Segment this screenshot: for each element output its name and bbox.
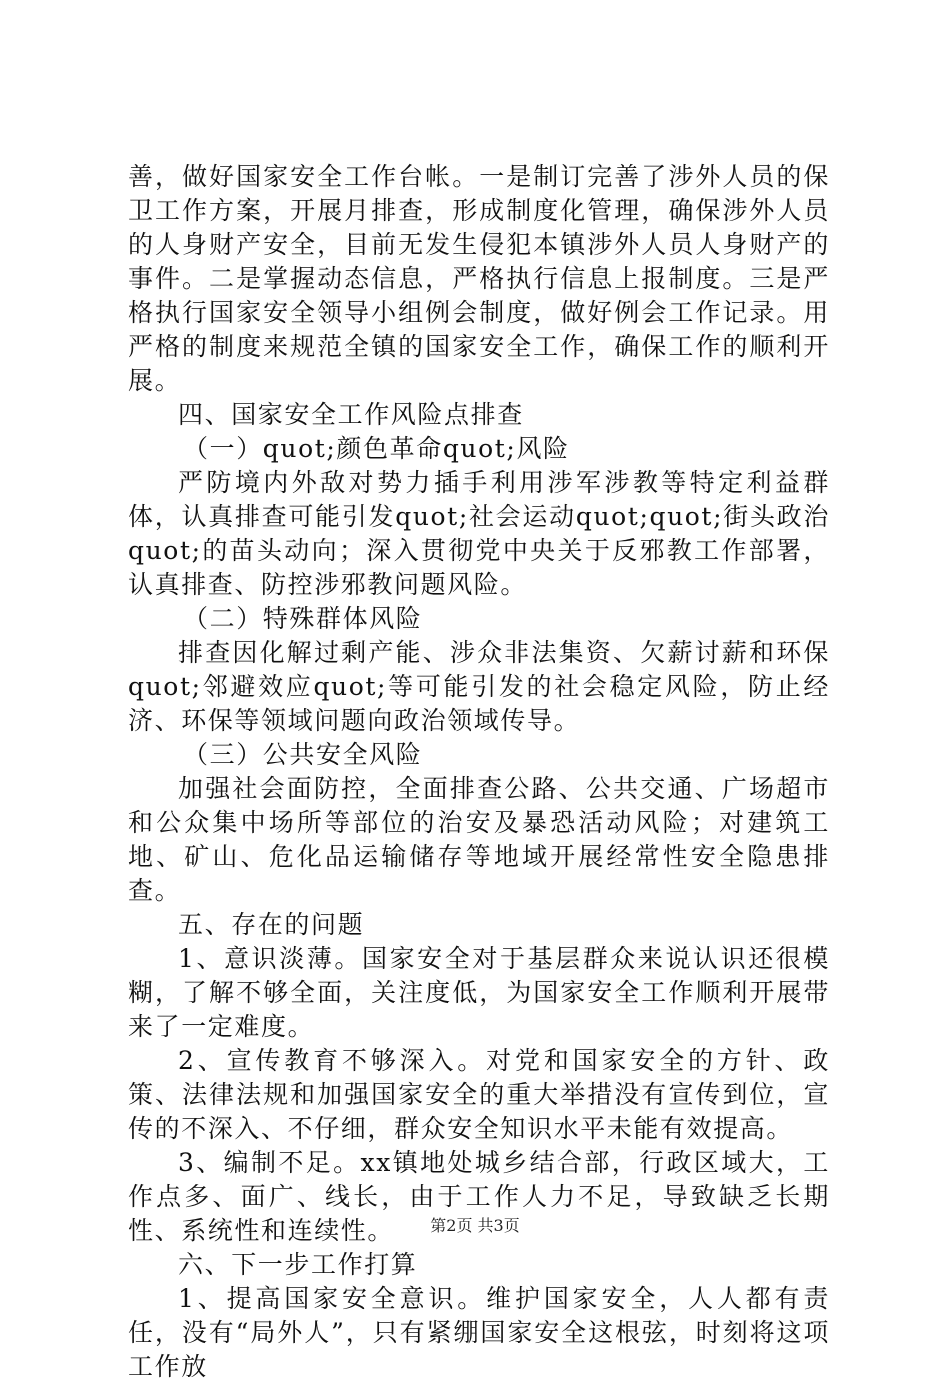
section-heading-5: 五、存在的问题 [178,910,365,939]
page-footer: 第2页 共3页 [430,1216,520,1235]
document-body [128,160,830,1384]
section-heading-6: 六、下一步工作打算 [178,1250,418,1279]
list-item-5-3: 3、编制不足。xx镇地处城乡结合部，行政区域大，工作点多、面广、线长，由于工作人力不足，导致缺乏长期性、系统性和连续性。 [128,1148,830,1245]
section-heading-4: 四、国家安全工作风险点排查 [178,400,524,429]
paragraph-continued: 善，做好国家安全工作台帐。一是制订完善了涉外人员的保卫工作方案，开展月排查，形成制度化管理，确保涉外人员的人身财产安全，目前无发生侵犯本镇涉外人员人身财产的事件。二是掌握动态信息，严格执行信息上报制度。三是严格执行国家安全领导小组例会制度，做好例会工作记录。用严格的制度来规范全镇的国家安全工作，确保工作的顺利开展。 [128,162,830,395]
paragraph-4-3: 加强社会面防控，全面排查公路、公共交通、广场超市和公众集中场所等部位的治安及暴恐活动风险；对建筑工地、矿山、危化品运输储存等地域开展经常性安全隐患排查。 [128,774,830,905]
subsection-heading-4-2: （二）特殊群体风险 [183,604,423,633]
list-item-6-1: 1、提高国家安全意识。维护国家安全，人人都有责任，没有“局外人”，只有紧绷国家安全这根弦，时刻将这项工作放 [128,1284,830,1381]
paragraph-4-1: 严防境内外敌对势力插手利用涉军涉教等特定利益群体，认真排查可能引发quot;社会运动quot;quot;街头政治quot;的苗头动向；深入贯彻党中央关于反邪教工作部署，认真排查、防控涉邪教问题风险。 [128,468,830,599]
subsection-heading-4-1: （一）quot;颜色革命quot;风险 [183,434,570,463]
list-item-5-2: 2、宣传教育不够深入。对党和国家安全的方针、政策、法律法规和加强国家安全的重大举措没有宣传到位，宣传的不深入、不仔细，群众安全知识水平未能有效提高。 [128,1046,830,1143]
paragraph-4-2: 排查因化解过剩产能、涉众非法集资、欠薪讨薪和环保quot;邻避效应quot;等可能引发的社会稳定风险，防止经济、环保等领域问题向政治领域传导。 [128,638,830,735]
list-item-5-1: 1、意识淡薄。国家安全对于基层群众来说认识还很模糊，了解不够全面，关注度低，为国家安全工作顺利开展带来了一定难度。 [128,944,830,1041]
subsection-heading-4-3: （三）公共安全风险 [183,740,423,769]
